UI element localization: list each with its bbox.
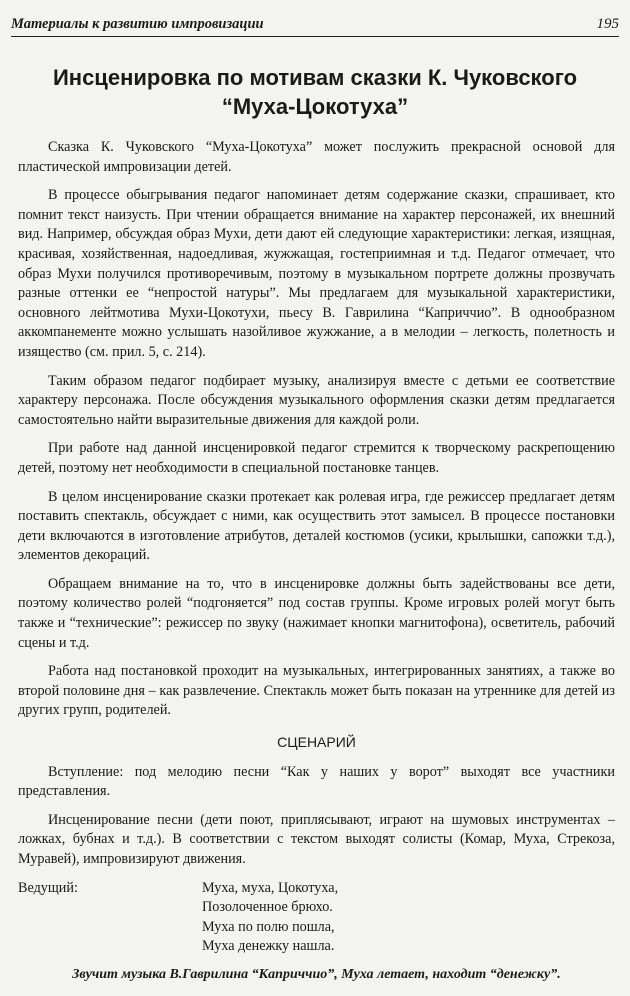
stage-direction: Звучит музыка В.Гаврилина “Каприччио”, Муха летает, находит “денежку”. <box>72 966 561 982</box>
verse-lines <box>202 879 338 957</box>
script-paragraph: Вступление: под мелодию песни “Как у наших у ворот” выходят все участники представления. <box>18 763 615 800</box>
speaker-name: Ведущий: <box>18 879 78 896</box>
running-title: Материалы к развитию импровизации <box>11 16 264 32</box>
paragraph: В целом инсценирование сказки протекает как ролевая игра, где режиссер предлагает детям поставить спектакль, обсуждает с ними, как осуществить этот замысел. В процессе постановки дети включаются в изготовление атрибутов, деталей костюмов (усики, крылышки, сапожки т.д.), элементов декораций. <box>18 488 615 564</box>
title-line-2: “Муха-Цокотуха” <box>221 94 409 119</box>
paragraph: В процессе обыгрывания педагог напоминает детям содержание сказки, спрашивает, кто помнит текст наизусть. При чтении обращается внимание на характер персонажей, их внешний вид. Например, обсуждая образ Мухи, дети дают ей следующие характеристики: легкая, изящная, красивая, хозяйственная, надоедливая, жужжащая, гостеприимная и т.д. Педагог отмечает, что образ Мухи получился противоречивым, поэтому в музыкальном портрете должны прозвучать разные оттенки ее “непростой натуры”. Мы предлагаем для музыкальной характеристики, основного лейтмотива Мухи-Цокотухи, пьесу В. Гаврилина “Каприччио”. В однообразном аккомпанементе можно услышать назойливое жужжание, а в мелодии – легкость, полетность и изящество (см. прил. 5, с. 214). <box>18 187 615 360</box>
lead-verse <box>18 879 615 957</box>
paragraph: Работа над постановкой проходит на музыкальных, интегрированных занятиях, а также во второй половине дня – как развлечение. Спектакль может быть показан на утреннике для детей из других групп, родителей. <box>18 663 615 719</box>
verse-line: Позолоченное брюхо. <box>202 899 333 916</box>
paragraph: Таким образом педагог подбирает музыку, анализируя вместе с детьми ее соответствие характеру персонажа. После обсуждения музыкального оформления сказки детям предлагается самостоятельно найти выразительные движения для каждой роли. <box>18 372 615 428</box>
verse-line: Муха денежку нашла. <box>202 938 335 955</box>
title-line-1: Инсценировка по мотивам сказки К. Чуковского <box>52 65 578 90</box>
body-text <box>18 138 615 985</box>
paragraph: При работе над данной инсценировкой педагог стремится к творческому раскрепощению детей, поэтому нет необходимости в специальной постановке танцев. <box>18 440 615 476</box>
running-header <box>11 14 619 37</box>
page-number: 195 <box>596 16 619 32</box>
verse-line: Муха по полю пошла, <box>202 918 335 935</box>
verse-line: Муха, муха, Цокотуха, <box>202 879 339 896</box>
script-paragraph: Инсценирование песни (дети поют, приплясывают, играют на шумовых инструментах – ложках, бубнах и т.д.). В соответствии с текстом выходят солисты (Комар, Муха, Стрекоза, Муравей), импровизируют движения. <box>18 811 615 867</box>
chapter-title <box>20 63 610 121</box>
section-heading: СЦЕНАРИЙ <box>277 734 356 751</box>
paragraph: Сказка К. Чуковского “Муха-Цокотуха” может послужить прекрасной основой для пластической импровизации детей. <box>18 139 615 175</box>
paragraph: Обращаем внимание на то, что в инсценировке должны быть задействованы все дети, поэтому количество ролей “подгоняется” под состав группы. Кроме игровых ролей могут быть также и “технические”: режиссер по звуку (нажимает кнопки магнитофона), осветитель, рабочий сцены и т.д. <box>18 575 615 651</box>
